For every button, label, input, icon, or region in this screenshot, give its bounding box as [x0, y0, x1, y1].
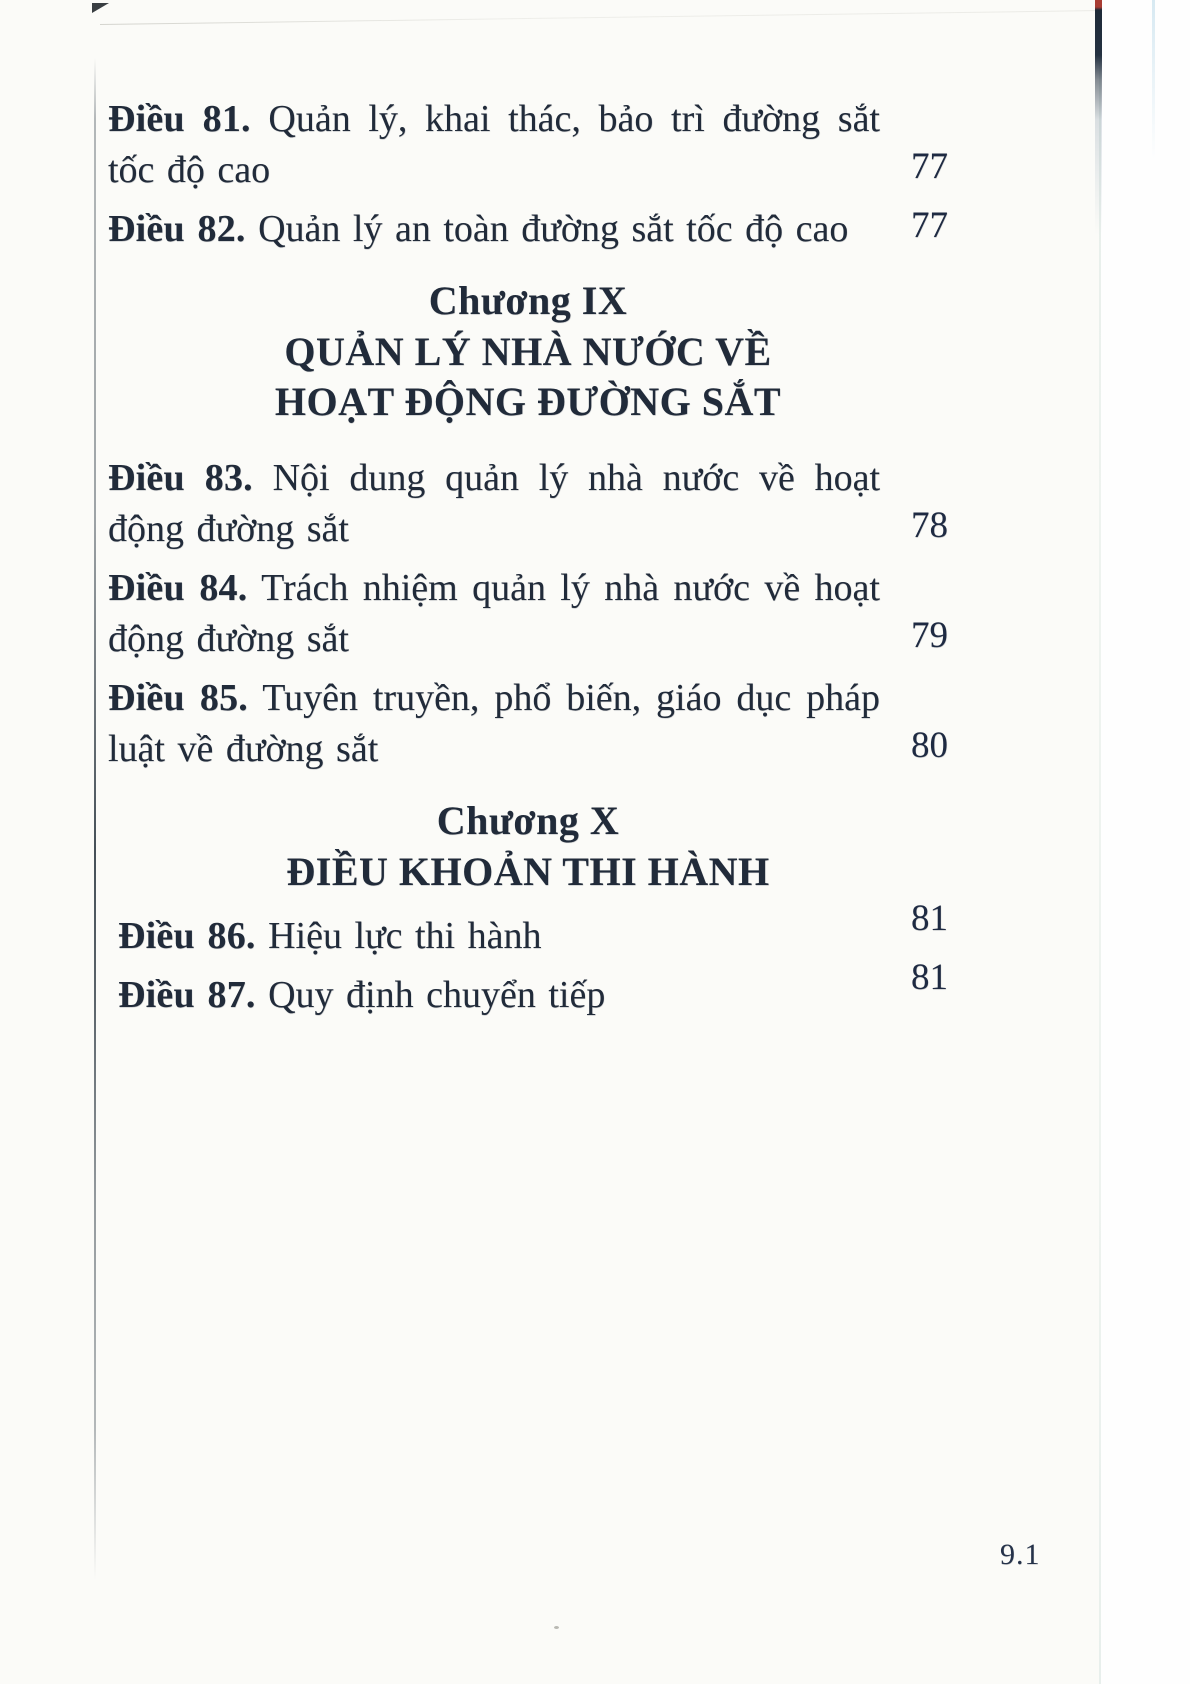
- chapter-title: HOẠT ĐỘNG ĐƯỜNG SẮT: [274, 379, 782, 424]
- toc-section: [108, 453, 948, 775]
- scanner-background: [1101, 0, 1190, 1684]
- toc-entry: [108, 957, 948, 1021]
- toc-page-number: 77: [911, 146, 948, 187]
- toc-entry: [108, 673, 948, 775]
- article-title: Quản lý, khai thác, bảo trì đường sắt: [268, 98, 880, 140]
- scan-edge-blue-line: [1152, 0, 1155, 160]
- entry-text: [108, 204, 880, 255]
- toc-section: [108, 94, 948, 255]
- article-label: Điều 82.: [108, 208, 246, 250]
- article-label: Điều 84.: [108, 567, 248, 609]
- entry-line: [108, 94, 880, 145]
- entry-line: [108, 204, 880, 255]
- toc-entry: [108, 453, 948, 555]
- toc-page-number: 81: [911, 957, 948, 998]
- entry-text: [108, 94, 880, 196]
- corner-ink-mark: [92, 3, 109, 13]
- toc-entry: [108, 94, 948, 196]
- scan-speck: [554, 1626, 559, 1629]
- entry-text: [118, 911, 890, 962]
- entry-line: luật về đường sắt: [108, 728, 379, 770]
- table-of-contents: [108, 94, 948, 1029]
- chapter-heading: [108, 275, 948, 427]
- entry-line: [108, 563, 880, 614]
- chapter-title: ĐIỀU KHOẢN THI HÀNH: [286, 849, 770, 894]
- article-label: Điều 87.: [118, 974, 256, 1016]
- entry-line: động đường sắt: [108, 618, 349, 660]
- page-right-edge-line: [1099, 0, 1101, 1684]
- entry-line: [118, 911, 890, 962]
- toc-entry: [108, 898, 948, 962]
- entry-line: tốc độ cao: [108, 149, 271, 191]
- scan-edge-mark: [1095, 0, 1102, 235]
- entry-text: [118, 970, 890, 1021]
- article-title: Quản lý an toàn đường sắt tốc độ cao: [258, 208, 849, 250]
- toc-entry: [108, 563, 948, 665]
- entry-line: [118, 970, 890, 1021]
- article-title: Nội dung quản lý nhà nước về hoạt: [272, 457, 880, 499]
- article-label: Điều 83.: [108, 457, 253, 499]
- entry-line: động đường sắt: [108, 508, 349, 550]
- chapter-number: Chương X: [436, 798, 620, 843]
- article-label: Điều 85.: [108, 677, 248, 719]
- article-title: Quy định chuyển tiếp: [268, 974, 606, 1016]
- chapter-number: Chương IX: [428, 278, 628, 323]
- article-title: Hiệu lực thi hành: [268, 915, 542, 957]
- entry-line: [108, 453, 880, 504]
- article-title: Tuyên truyền, phổ biến, giáo dục pháp: [262, 677, 880, 719]
- entry-text: [108, 453, 880, 555]
- toc-page-number: 79: [911, 615, 948, 656]
- toc-page-number: 81: [911, 898, 948, 939]
- toc-section: [108, 898, 948, 1021]
- gutter-scan-line: [94, 58, 96, 1580]
- chapter-title: QUẢN LÝ NHÀ NƯỚC VỀ: [284, 329, 772, 374]
- article-label: Điều 86.: [118, 915, 256, 957]
- toc-entry: [108, 204, 948, 255]
- toc-page-number: 77: [911, 205, 948, 246]
- entry-text: [108, 563, 880, 665]
- entry-line: [108, 673, 880, 724]
- page-number: 9.1: [1000, 1538, 1041, 1571]
- chapter-heading: [108, 795, 948, 897]
- entry-text: [108, 673, 880, 775]
- page-top-edge-line: [100, 10, 1100, 25]
- article-title: Trách nhiệm quản lý nhà nước về hoạt: [261, 567, 880, 609]
- article-label: Điều 81.: [108, 98, 251, 140]
- toc-page-number: 80: [911, 725, 948, 766]
- toc-page-number: 78: [911, 505, 948, 546]
